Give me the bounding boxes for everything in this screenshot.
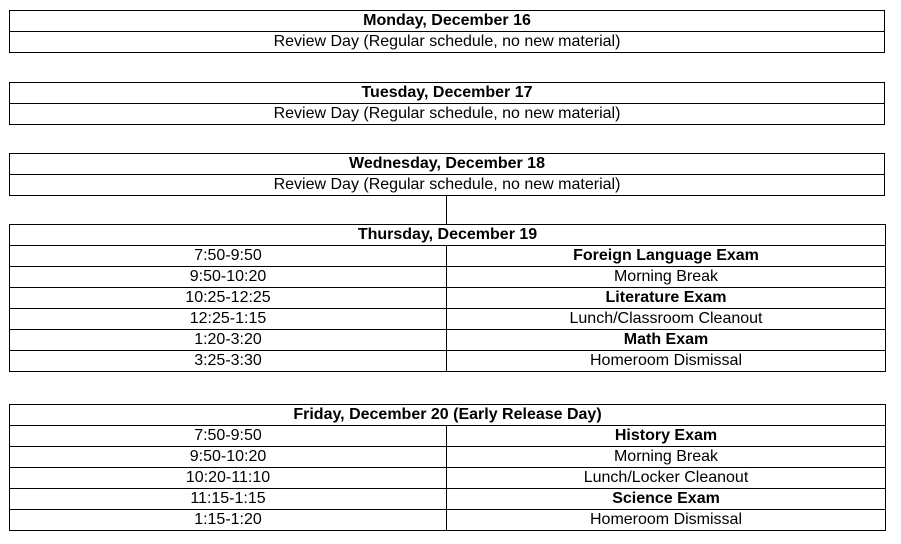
activity-cell: Lunch/Locker Cleanout: [447, 468, 886, 489]
time-cell: 9:50-10:20: [10, 447, 447, 468]
day-title: Wednesday, December 18: [10, 154, 885, 175]
time-cell: 10:25-12:25: [10, 288, 447, 309]
table-row: [10, 468, 886, 489]
activity-cell: Lunch/Classroom Cleanout: [447, 309, 886, 330]
tuesday-table: [9, 82, 885, 125]
activity-cell: Science Exam: [447, 489, 886, 510]
table-row: [10, 489, 886, 510]
table-row: [10, 447, 886, 468]
table-row: [10, 267, 886, 288]
time-cell: 11:15-1:15: [10, 489, 447, 510]
day-title: Thursday, December 19: [10, 225, 886, 246]
time-cell: 9:50-10:20: [10, 267, 447, 288]
thursday-table: [9, 224, 886, 372]
activity-cell: History Exam: [447, 426, 886, 447]
day-title: Monday, December 16: [10, 11, 885, 32]
time-cell: 10:20-11:10: [10, 468, 447, 489]
table-row: [10, 351, 886, 372]
time-cell: 3:25-3:30: [10, 351, 447, 372]
activity-cell: Homeroom Dismissal: [447, 351, 886, 372]
table-row: [10, 330, 886, 351]
activity-cell: Homeroom Dismissal: [447, 510, 886, 531]
time-cell: 1:15-1:20: [10, 510, 447, 531]
activity-cell: Morning Break: [447, 447, 886, 468]
activity-cell: Foreign Language Exam: [447, 246, 886, 267]
table-row: [10, 309, 886, 330]
time-cell: 12:25-1:15: [10, 309, 447, 330]
time-cell: 7:50-9:50: [10, 426, 447, 447]
activity-cell: Literature Exam: [447, 288, 886, 309]
divider-line: [446, 196, 447, 225]
day-note: Review Day (Regular schedule, no new material): [10, 175, 885, 196]
time-cell: 1:20-3:20: [10, 330, 447, 351]
activity-cell: Morning Break: [447, 267, 886, 288]
day-title: Tuesday, December 17: [10, 83, 885, 104]
monday-table: [9, 10, 885, 53]
activity-cell: Math Exam: [447, 330, 886, 351]
table-row: [10, 246, 886, 267]
day-note: Review Day (Regular schedule, no new material): [10, 32, 885, 53]
time-cell: 7:50-9:50: [10, 246, 447, 267]
table-row: [10, 510, 886, 531]
table-row: [10, 426, 886, 447]
wednesday-table: [9, 153, 885, 196]
day-note: Review Day (Regular schedule, no new material): [10, 104, 885, 125]
table-row: [10, 288, 886, 309]
friday-table: [9, 404, 886, 531]
day-title: Friday, December 20 (Early Release Day): [10, 405, 886, 426]
